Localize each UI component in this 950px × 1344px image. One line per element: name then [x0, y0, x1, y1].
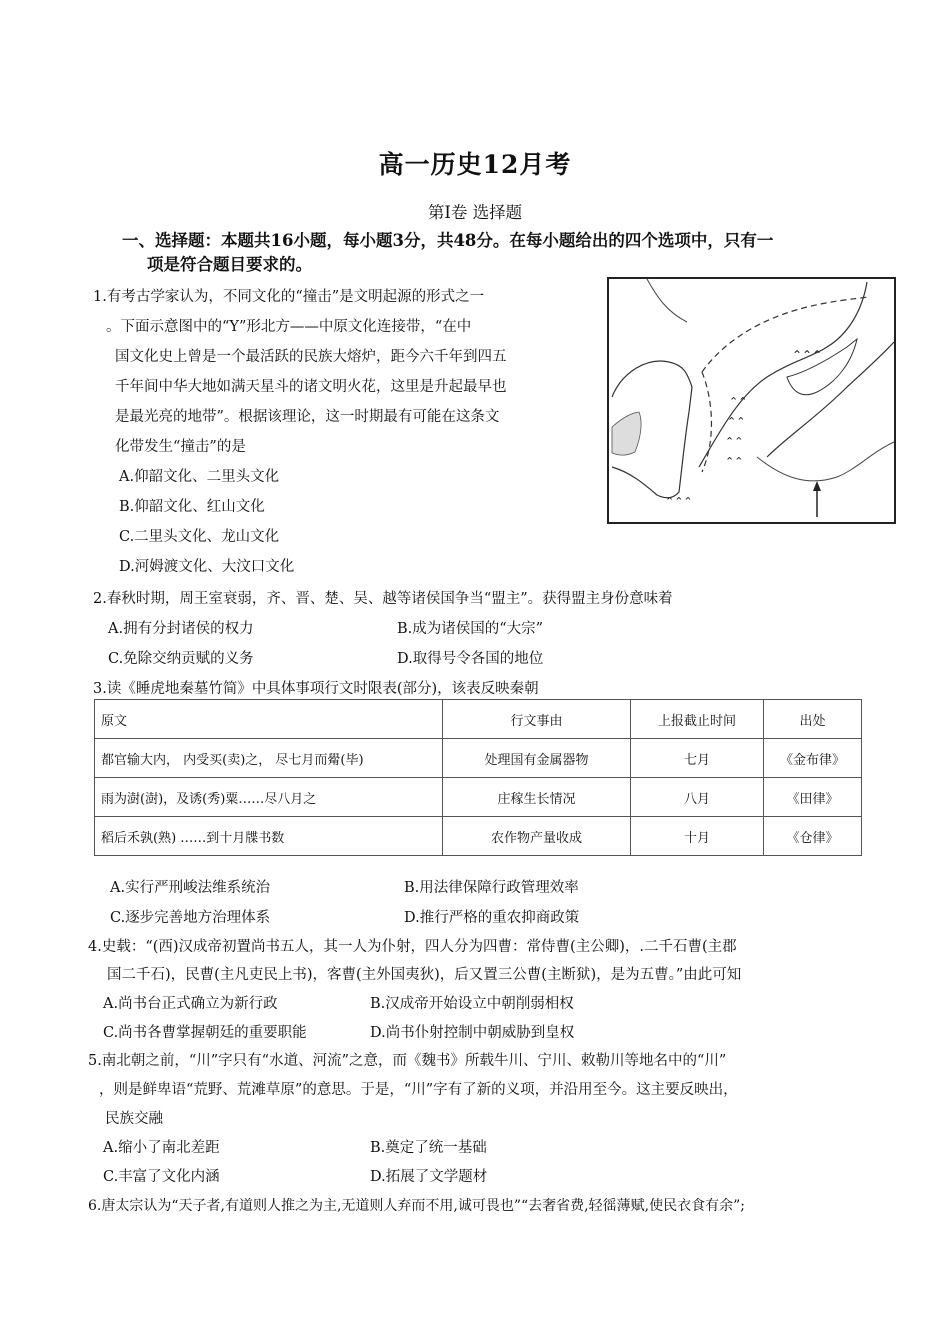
map-symbol: ⌃⌃⌃: [792, 348, 823, 362]
q3-option-a: A.实行严刑峻法维系统治: [110, 880, 271, 896]
map-symbol: ⌃⌃: [725, 455, 744, 468]
table-cell: 《金布律》: [764, 739, 862, 778]
map-symbol: ⌃⌃: [725, 435, 744, 448]
table-header-cell: 原文: [95, 700, 443, 739]
culture-belt-map: [607, 277, 896, 524]
q1-stem-line: 化带发生“撞击”的是: [115, 439, 246, 455]
q5-option-d: D.拓展了文学题材: [370, 1169, 488, 1185]
q5-option-b: B.奠定了统一基础: [370, 1140, 487, 1156]
q5-stem-line: ，则是鲜卑语“荒野、荒滩草原”的意思。于是，“川”字有了新的义项，并沿用至今。这主要反映出，: [99, 1082, 738, 1098]
table-cell: 八月: [631, 778, 764, 817]
q1-stem-line: 。下面示意图中的“Y”形北方——中原文化连接带，“在中: [106, 319, 472, 335]
q2-option-a: A.拥有分封诸侯的权力: [108, 621, 254, 637]
q4-option-b: B.汉成帝开始设立中朝削弱相权: [370, 996, 574, 1012]
table-cell: 《仓律》: [764, 817, 862, 856]
map-symbol: ⌃⌃: [729, 395, 748, 408]
q4-option-a: A.尚书台正式确立为新行政: [103, 996, 278, 1012]
table-cell: 七月: [631, 739, 764, 778]
section-heading-line2: 项是符合题目要求的。: [147, 255, 312, 274]
q2-stem: 2.春秋时期，周王室衰弱，齐、晋、楚、吴、越等诸侯国争当“盟主”。获得盟主身份意味着: [93, 591, 673, 607]
q1-option-d: D.河姆渡文化、大汶口文化: [119, 559, 295, 575]
q3-option-d: D.推行严格的重农抑商政策: [404, 910, 580, 926]
q1-stem-line: 是最光亮的地带”。根据该理论，这一时期最有可能在这条文: [115, 409, 500, 425]
q1-stem-line: 1.有考古学家认为，不同文化的“撞击”是文明起源的形式之一: [93, 289, 485, 305]
table-cell: 稻后禾孰(熟) ……到十月牒书数: [95, 817, 443, 856]
q4-stem-line: 4.史载：“(西)汉成帝初置尚书五人，其一人为仆射，四人分为四曹：常侍曹(主公卿)，.二千石曹(主郡: [88, 939, 737, 955]
q1-stem-line: 千年间中华大地如满天星斗的诸文明火花，这里是升起最早也: [115, 379, 507, 395]
q3-stem: 3.读《睡虎地秦墓竹简》中具体事项行文时限表(部分)，该表反映秦朝: [93, 681, 539, 697]
q2-option-c: C.免除交纳贡赋的义务: [108, 651, 254, 667]
q5-option-a: A.缩小了南北差距: [103, 1140, 220, 1156]
q1-option-b: B.仰韶文化、红山文化: [119, 499, 265, 515]
q3-option-c: C.逐步完善地方治理体系: [110, 910, 271, 926]
table-cell: 都官输大内， 内受买(卖)之， 尽七月而觷(毕): [95, 739, 443, 778]
table-row: [95, 739, 862, 778]
map-symbol: ⌃⌃: [727, 415, 746, 428]
map-symbol: ⌃⌃⌃: [665, 495, 693, 508]
table-header-cell: 出处: [764, 700, 862, 739]
q4-stem-line: 国二千石)，民曹(主凡吏民上书)，客曹(主外国夷狄)，后又置三公曹(主断狱)，是为五曹。”由此可知: [107, 967, 742, 983]
table-cell: 农作物产量收成: [443, 817, 631, 856]
q4-option-c: C.尚书各曹掌握朝廷的重要职能: [103, 1025, 307, 1041]
table-cell: 《田律》: [764, 778, 862, 817]
table-cell: 雨为澍(澍)，及诱(秀)粟……尽八月之: [95, 778, 443, 817]
q4-option-d: D.尚书仆射控制中朝威胁到皇权: [370, 1025, 575, 1041]
table-row: [95, 778, 862, 817]
section-heading-line1: 一、选择题：本题共16小题，每小题3分，共48分。在每小题给出的四个选项中，只有一: [122, 231, 774, 250]
q6-stem: 6.唐太宗认为“天子者,有道则人推之为主,无道则人弃而不用,诚可畏也”“去奢省费,轻徭薄赋,使民衣食有余”;: [88, 1198, 745, 1214]
q3-option-b: B.用法律保障行政管理效率: [404, 880, 579, 896]
q2-option-b: B.成为诸侯国的“大宗”: [397, 621, 544, 637]
table-header-row: [95, 700, 862, 739]
page-title: 高一历史12月考: [378, 150, 572, 179]
table-cell: 十月: [631, 817, 764, 856]
q5-stem-line: 民族交融: [105, 1111, 163, 1127]
q5-option-c: C.丰富了文化内涵: [103, 1169, 220, 1185]
q3-table: [94, 699, 862, 856]
q1-option-c: C.二里头文化、龙山文化: [119, 529, 280, 545]
q5-stem-line: 5.南北朝之前，“川”字只有“水道、河流”之意，而《魏书》所载牛川、宁川、敕勒川等地名中的“川”: [88, 1053, 727, 1069]
q1-option-a: A.仰韶文化、二里头文化: [119, 469, 280, 485]
q2-option-d: D.取得号令各国的地位: [397, 651, 544, 667]
page-subtitle: 第Ⅰ卷 选择题: [427, 203, 523, 222]
table-header-cell: 行文事由: [443, 700, 631, 739]
table-cell: 庄稼生长情况: [443, 778, 631, 817]
table-header-cell: 上报截止时间: [631, 700, 764, 739]
q1-stem-line: 国文化史上曾是一个最活跃的民族大熔炉，距今六千年到四五: [115, 349, 507, 365]
table-cell: 处理国有金属器物: [443, 739, 631, 778]
table-row: [95, 817, 862, 856]
map-frame: [608, 278, 895, 523]
